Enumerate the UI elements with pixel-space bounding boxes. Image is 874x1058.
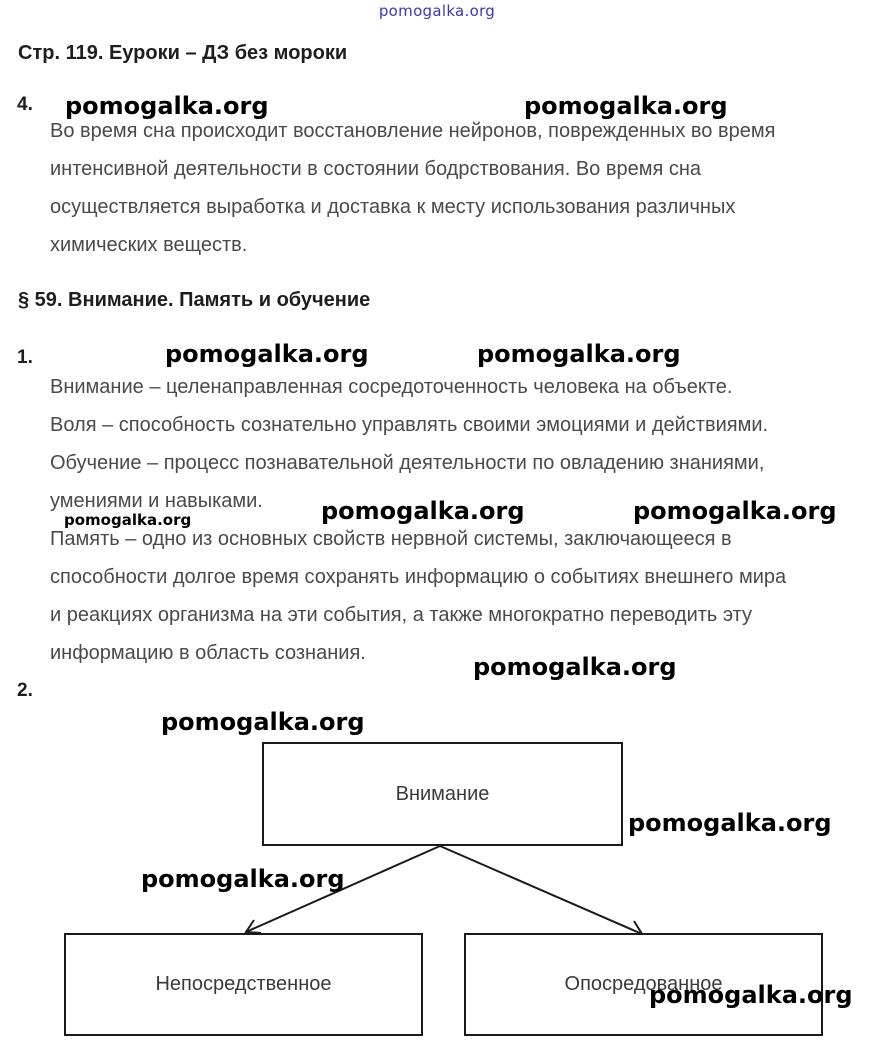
watermark: pomogalka.org [649,981,853,1009]
section-title: § 59. Внимание. Память и обучение [18,289,371,311]
watermark: pomogalka.org [321,497,525,525]
text-line: Внимание – целенаправленная сосредоточенность человека на объекте. [50,376,733,398]
site-caption: pomogalka.org [378,2,496,20]
diagram-label-right: Опосредованное [564,973,723,995]
watermark: pomogalka.org [165,340,369,368]
arrow-line-right [440,846,642,934]
text-line: и реакциях организма на эти события, а также многократно переводить эту [50,604,753,626]
text-line: Обучение – процесс познавательной деятельности по овладению знаниями, [50,452,765,474]
diagram-box-root [262,742,623,846]
text-line: интенсивной деятельности в состоянии бодрствования. Во время сна [50,158,702,180]
page-title: Стр. 119. Еуроки – ДЗ без мороки [18,42,348,64]
text-line: умениями и навыками. [50,490,263,512]
watermark: pomogalka.org [141,865,345,893]
watermark: pomogalka.org [628,809,832,837]
watermark: pomogalka.org [477,340,681,368]
watermark: pomogalka.org [473,653,677,681]
text-line: Память – одно из основных свойств нервной системы, заключающееся в [50,528,732,550]
text-line: осуществляется выработка и доставка к месту использования различных [50,196,736,218]
task-1-number: 1. [17,347,33,368]
task-4-number: 4. [17,94,33,115]
task-2-number: 2. [17,680,33,701]
diagram-label-root: Внимание [395,782,490,805]
text-line: Воля – способность сознательно управлять своими эмоциями и действиями. [50,414,769,436]
watermark: pomogalka.org [161,708,365,736]
watermark: pomogalka.org [65,92,269,120]
text-line: способности долгое время сохранять информацию о событиях внешнего мира [50,566,787,588]
text-line: информацию в область сознания. [50,642,366,664]
watermark: pomogalka.org [524,92,728,120]
text-line: химических веществ. [50,234,248,256]
watermark: pomogalka.org [633,497,837,525]
watermark-small: pomogalka.org [64,511,192,529]
text-line: Во время сна происходит восстановление нейронов, поврежденных во время [50,120,776,142]
diagram-box-left [64,933,423,1036]
diagram-label-left: Непосредственное [155,973,332,995]
